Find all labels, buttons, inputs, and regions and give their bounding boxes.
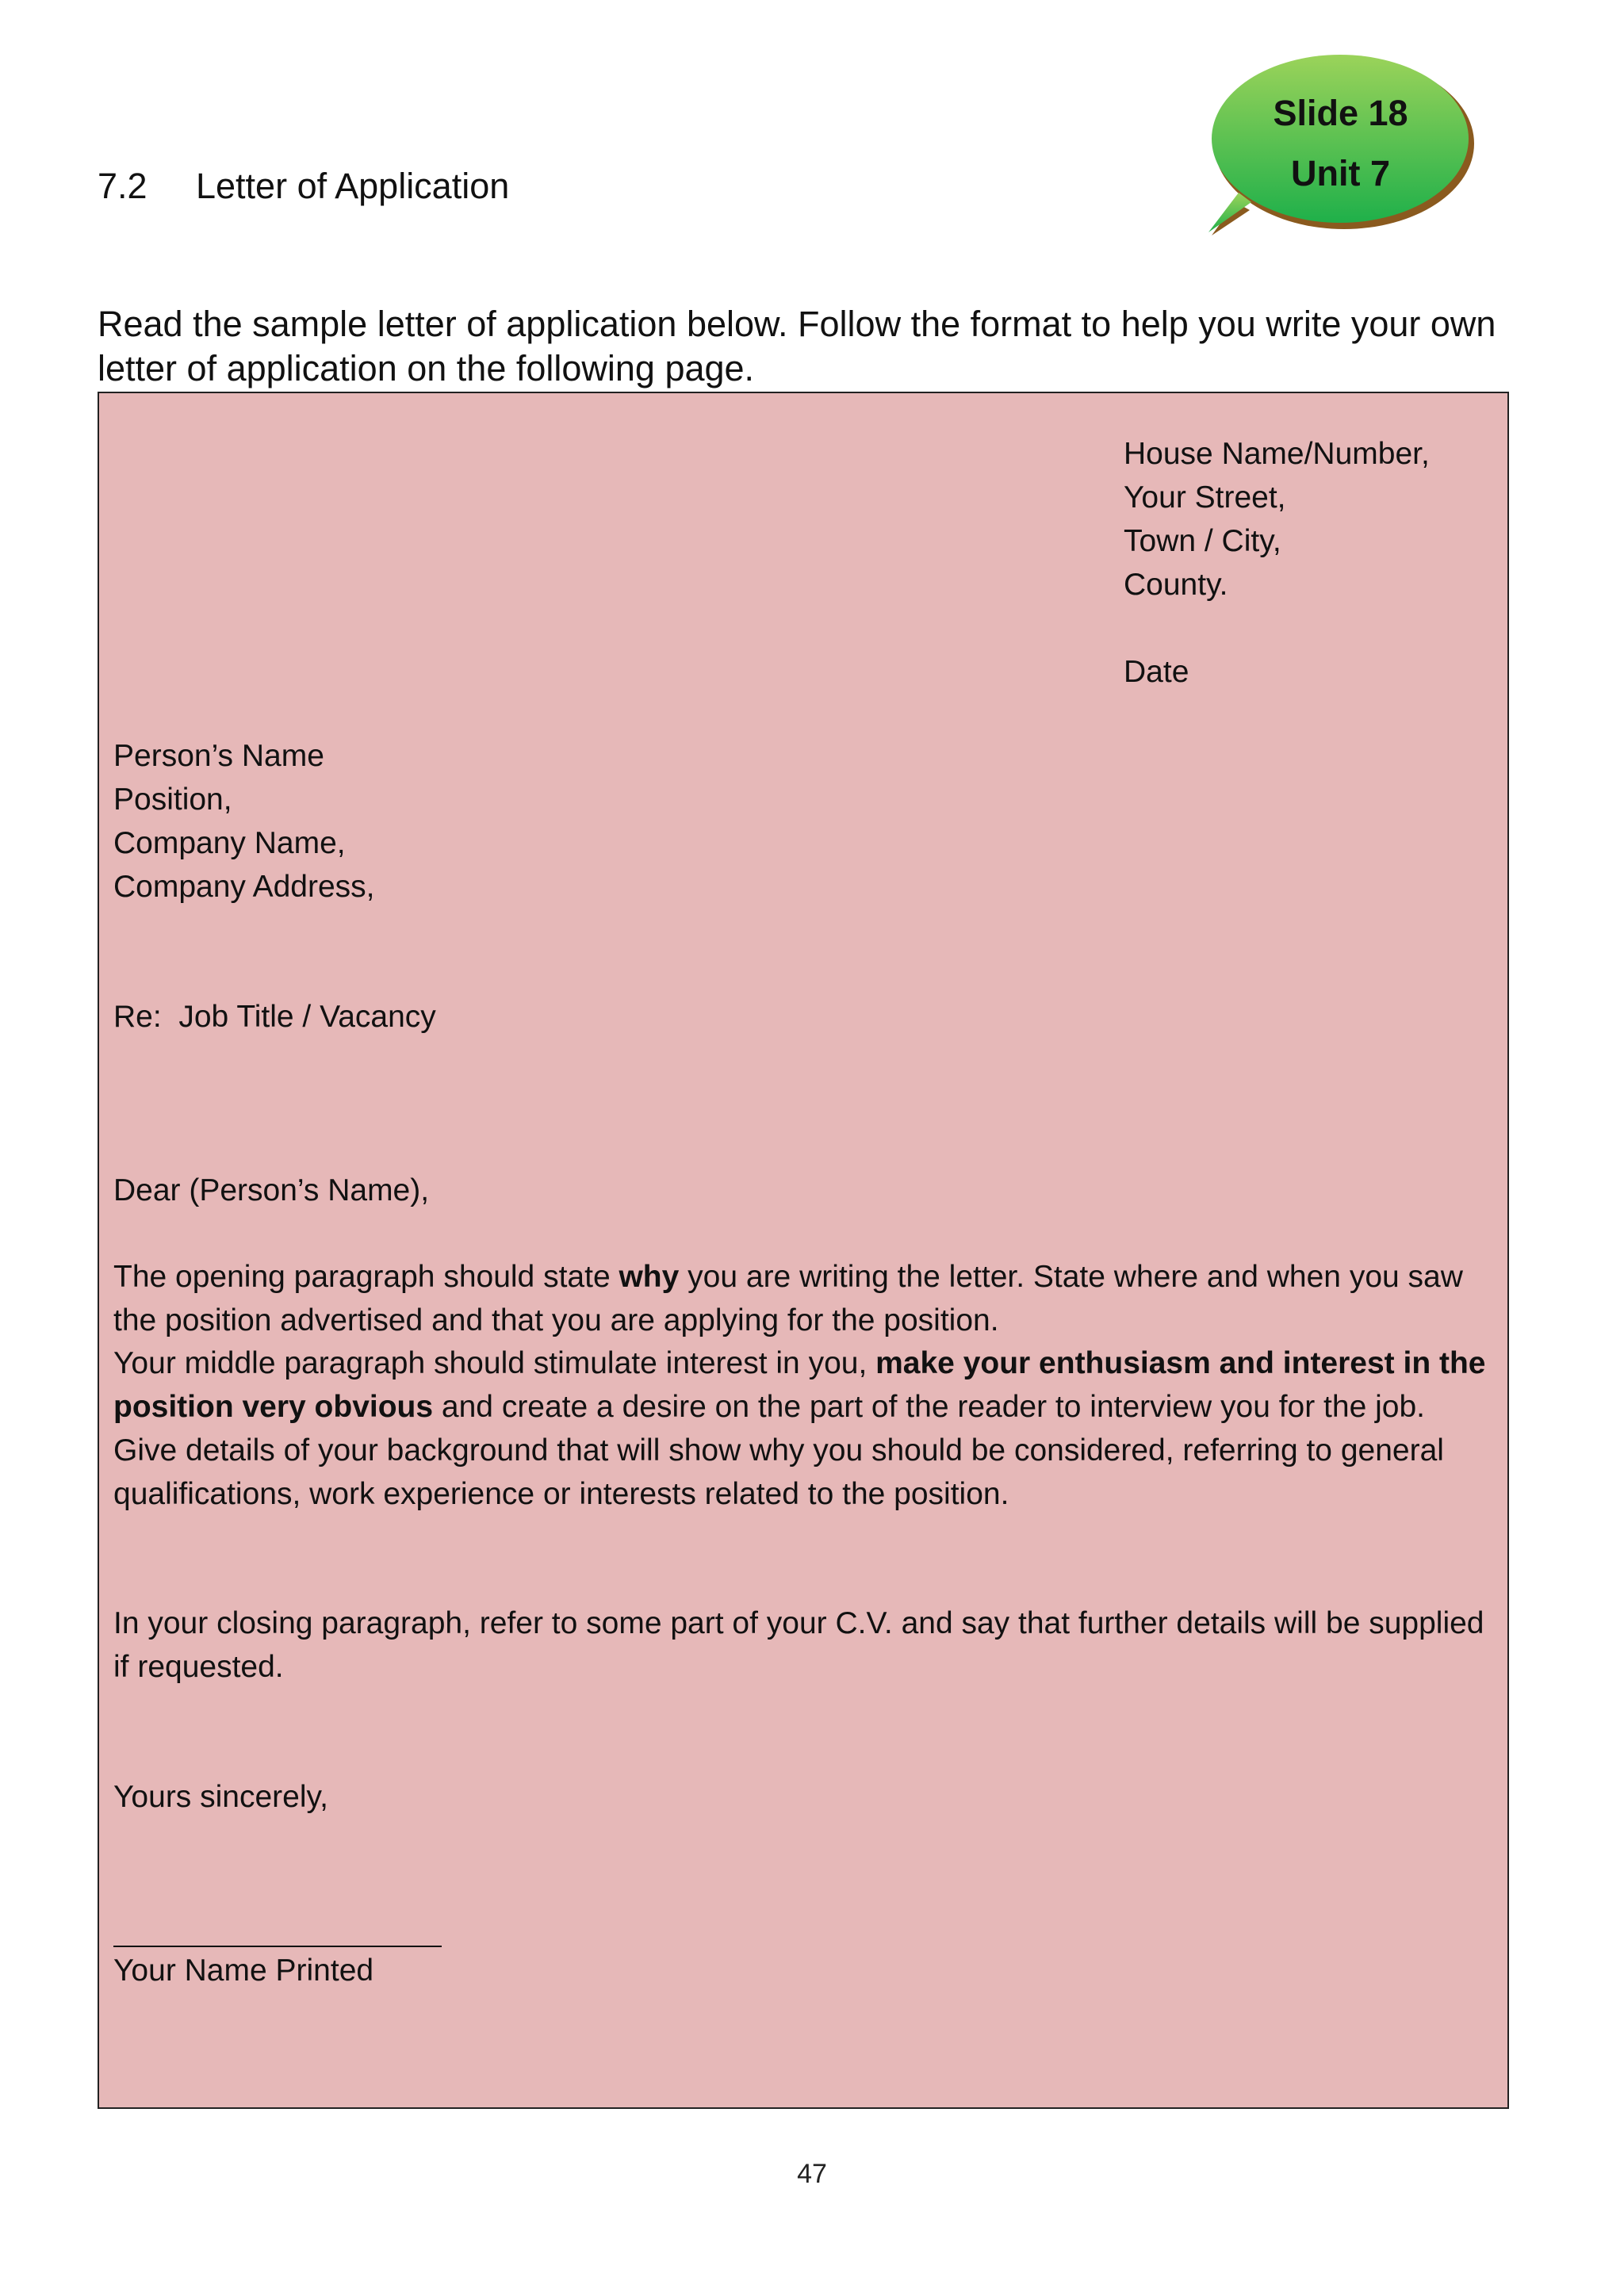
recipient-line: Company Address, (113, 870, 375, 904)
recipient-line: Company Name, (113, 826, 346, 860)
section-number: 7.2 (98, 166, 147, 206)
section-heading (98, 163, 509, 210)
page-number: 47 (797, 2159, 827, 2189)
slide-badge (1204, 52, 1477, 242)
recipient-address (113, 734, 375, 909)
sender-address-line: Town / City, (1124, 524, 1281, 558)
sender-address-line: County. (1124, 568, 1228, 602)
badge-text (1204, 83, 1477, 204)
recipient-line: Position, (113, 783, 232, 817)
sender-address (1124, 432, 1430, 694)
badge-slide: Slide 18 (1273, 93, 1408, 133)
letter-date: Date (1124, 655, 1189, 689)
sender-address-line: Your Street, (1124, 480, 1286, 515)
sender-address-line: House Name/Number, (1124, 437, 1430, 471)
opening-paragraph: The opening paragraph should state why you are writing the letter. State where and when you saw the position advertised and that you are applying for the position. (113, 1260, 1463, 1337)
section-title: Letter of Application (196, 166, 510, 206)
sample-letter (98, 392, 1509, 2109)
signature-line (113, 1946, 442, 1947)
closing-paragraph: In your closing paragraph, refer to some part of your C.V. and say that further details will be supplied if requested. (113, 1606, 1484, 1684)
instructions-text: Read the sample letter of application below. Follow the format to help you write your own letter of application on the following page. (98, 304, 1496, 388)
salutation: Dear (Person’s Name), (113, 1173, 430, 1207)
sign-off: Yours sincerely, (113, 1780, 328, 1814)
printed-name: Your Name Printed (113, 1954, 374, 1988)
recipient-line: Person’s Name (113, 739, 324, 773)
middle-paragraph: Your middle paragraph should stimulate interest in you, make your enthusiasm and interest in the position very obvious and create a desire on the part of the reader to interview you for the job. Give details of your background that will show why you should be considered, referring to general qualifications, work experience or interests related to the position. (113, 1346, 1486, 1511)
re-line: Re: Job Title / Vacancy (113, 1000, 436, 1034)
badge-unit: Unit 7 (1290, 153, 1390, 193)
